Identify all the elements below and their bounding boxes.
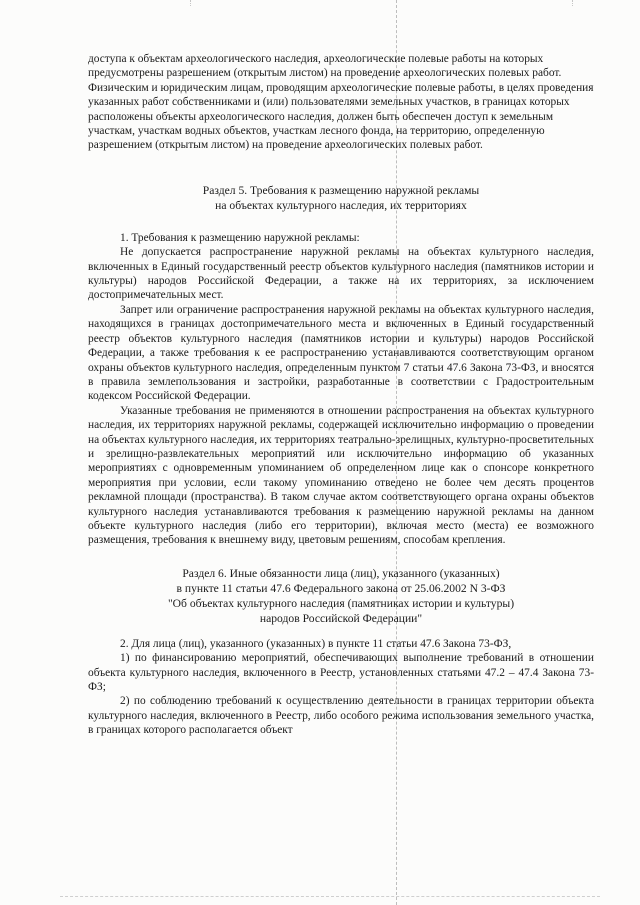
section-6-heading-line-3: "Об объектах культурного наследия (памятниках истории и культуры) bbox=[167, 596, 515, 610]
section-6-subitem-2: 2) по соблюдению требований к осуществлению деятельности в границах территории объекта культурного наследия, включенного в Реестр, либо особого режима использования земельного участка, в границах которого располагается объект bbox=[88, 695, 594, 737]
section-6-heading-line-2: в пункте 11 статьи 47.6 Федерального закона от 25.06.2002 N 3-ФЗ bbox=[176, 581, 506, 595]
section-5-paragraph-3: Указанные требования не применяются в отношении распространения на объектах культурного наследия, их территориях наружной рекламы, содержащей исключительно информацию о проведении на объектах культурного наследия, их территориях театрально-зрелищных, культурно-просветительных и зрелищно-развлекательных мероприятий или исключительно информацию об указанных мероприятиях с одновременным упоминанием об определенном лице как о спонсоре конкретного мероприятия при условии, если такому упоминанию отведено не более чем десять процентов рекламной площади (пространства). В таком случае актом соответствующего органа охраны объектов культурного наследия устанавливаются требования к размещению наружной рекламы на данном объекте культурного наследия (либо его территории), включая место (места) ее возможного размещения, требования к внешнему виду, цветовым решениям, способам крепления. bbox=[88, 404, 594, 547]
section-6-subitem-1: 1) по финансированию мероприятий, обеспечивающих выполнение требований в отношении объекта культурного наследия, включенного в Реестр, установленных статьями 47.2 – 47.4 Закона 73-ФЗ; bbox=[88, 652, 594, 693]
section-5-heading-line-2: на объектах культурного наследия, их территориях bbox=[215, 198, 467, 212]
intro-paragraph: доступа к объектам археологического наследия, археологические полевые работы на которых предусмотрены разрешением (открытым листом) на проведение археологических полевых работ. Физическим и юридическим лицам, проводящим археологические полевые работы, в целях проведения указанных работ собственниками и (или) пользователями земельных участков, в границах которых расположены объекты археологического наследия, должен быть обеспечен доступ к земельным участкам, участкам водных объектов, участкам лесного фонда, на территорию, определенную разрешением (открытым листом) на проведение археологических полевых работ. bbox=[88, 53, 594, 152]
section-5-item-title: 1. Требования к размещению наружной рекламы: bbox=[120, 231, 360, 244]
section-5-paragraph-2: Запрет или ограничение распространения наружной рекламы на объектах культурного наследия, находящихся в границах достопримечательного места и включенных в Единый государственный реестр объектов культурного наследия (памятников истории и культуры) народов Российской Федерации, а также требования к ее распространению устанавливаются соответствующим органом охраны объектов культурного наследия, определенным пунктом 7 статьи 47.6 Закона 73-ФЗ, и вносятся в правила землепользования и застройки, разработанные в соответствии с Градостроительным кодексом Российской Федерации. bbox=[88, 303, 594, 403]
section-5-paragraph-1: Не допускается распространение наружной рекламы на объектах культурного наследия, включенных в Единый государственный реестр объектов культурного наследия (памятников истории и культуры) народов Российской Федерации, а также на их территориях, за исключением достопримечательных мест. bbox=[88, 246, 594, 302]
scan-mark bbox=[572, 0, 573, 6]
scan-edge-line bbox=[60, 896, 600, 897]
section-6-heading-line-4: народов Российской Федерации" bbox=[259, 611, 423, 625]
section-6-heading-line-1: Раздел 6. Иные обязанности лица (лиц), указанного (указанных) bbox=[182, 566, 500, 580]
scan-mark bbox=[190, 0, 191, 6]
document-body bbox=[88, 52, 594, 738]
section-6-item-title: 2. Для лица (лиц), указанного (указанных) в пункте 11 статьи 47.6 Закона 73-ФЗ, bbox=[120, 637, 512, 650]
section-5-heading-line-1: Раздел 5. Требования к размещению наружной рекламы bbox=[202, 183, 480, 197]
